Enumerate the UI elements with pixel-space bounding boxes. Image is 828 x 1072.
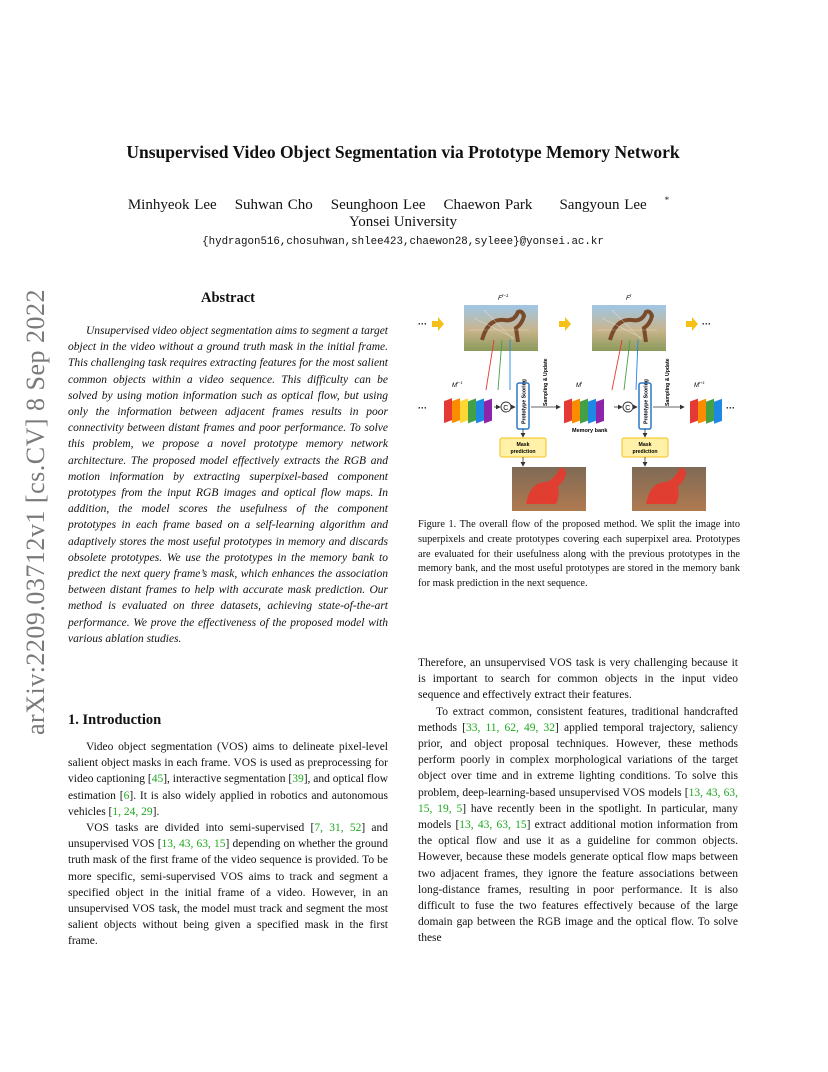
memory-bank-label: Memory bank [572,428,608,434]
prototype-stack-prev [444,398,492,423]
svg-text:Mask: Mask [516,442,530,448]
author-list [0,195,806,214]
svg-text:C: C [503,404,509,412]
svg-text:Prototype Scoring: Prototype Scoring [521,379,528,424]
input-frame-prev [464,305,538,351]
mask-prediction-block [500,438,546,457]
output-mask-image [512,467,586,511]
citation-link[interactable]: 13, 43, 63, 15 [161,838,226,851]
author-name: Minhyeok Lee [127,197,217,213]
intro-paragraph-1: Video object segmentation (VOS) aims to delineate pixel-level salient object masks in each frame. VOS is used as preprocessing for video captioning [45], interactive segmentation [39], and optical flow estimation [6]. It is also widely applied in robotics and autonomous vehicles [1, 24, 29]. [68,741,389,818]
ellipsis-left: ··· [418,319,427,329]
intro-paragraph-2: VOS tasks are divided into semi-supervised [7, 31, 52] and unsupervised VOS [13, 43, 63, 15] depending on whether the ground truth mask of the first frame of the video sequence is provided. To be more specific, semi-supervised VOS aims to track and segment a specified object in the initial frame of a video. However, in an unsupervised VOS task, the model must track and segment the most salient objects without being given a specified mask in the first frame. [68,822,389,948]
memory-label-next: $M^{t+1}$ [694,380,705,389]
right-column-body [418,655,738,947]
intro-paragraph-4: To extract common, consistent features, traditional handcrafted methods [33, 11, 62, 49, 32] applied temporal trajectory, saliency prior, and object proposal techniques. However, these methods perform poorly in complex morphological variations of the target object over time and in extreme lighting conditions. To solve this problem, deep-learning-based unsupervised VOS models [13, 43, 63, 15, 19, 5] have recently been in the spotlight. In particular, many models [13, 43, 63, 15] extract additional motion information from the optical flow and use it as a guideline for common objects. However, because these models generate optical flow maps between two adjacent frames, they ignore the feature associations between long-distance frames, resulting in poor performance. It is also difficult to fuse the two features effectively because of the large domain gap between the RGB image and the optical flow. To solve these [418,705,738,945]
ellipsis-right: ··· [702,319,711,329]
corresponding-author-mark: * [664,195,670,205]
mask-prediction-block [622,438,668,457]
intro-paragraph-3: Therefore, an unsupervised VOS task is very challenging because it is important to search for common objects in the input video sequence and effectively extract their features. [418,657,738,702]
citation-link[interactable]: 6 [123,789,130,802]
svg-text:C: C [625,404,631,412]
svg-text:Mask: Mask [638,442,652,448]
sampling-update-label [531,358,560,407]
author-name: Seunghoon Lee [330,197,426,213]
output-mask-image [632,467,706,511]
citation-link[interactable]: 13, 43, 63, 15, 19, 5 [418,786,738,815]
arxiv-identifier: arXiv:2209.03712v1 [cs.CV] 8 Sep 2022 [21,288,50,735]
prototype-scoring-block [639,379,651,429]
memory-label-prev: $M^{t-1}$ [452,380,463,389]
citation-link[interactable]: 45 [151,773,164,786]
ellipsis-memory-left: ··· [418,403,427,413]
prototype-stack-next [690,399,722,424]
author-name: Sangyoun Lee * [559,195,670,213]
concat-node [614,402,637,412]
author-name: Chaewon Park [443,197,533,213]
svg-text:Sampling & Update: Sampling & Update [543,358,549,406]
prototype-stack-current [564,398,604,423]
figure-1-caption: Figure 1. The overall flow of the proposed method. We split the image into superpixels and create prototypes covering each superpixel area. Prototypes are evaluated for their usefulness along with the previous prototypes in the memory bank, and the most useful prototypes are stored in the memory bank for mask prediction in the next sequence. [418,519,740,590]
memory-label-current: $M^t$ [576,380,583,389]
author-name: Suhwan Cho [234,197,313,213]
sampling-update-label [653,358,684,407]
concat-node [494,402,515,412]
affiliation: Yonsei University [348,214,458,230]
citation-link[interactable]: 7, 31, 52 [314,822,362,835]
paper-title: Unsupervised Video Object Segmentation via Prototype Memory Network [126,142,680,162]
section-heading-introduction: 1. Introduction [68,712,162,728]
svg-text:prediction: prediction [632,449,658,455]
svg-text:Prototype Scoring: Prototype Scoring [643,379,650,424]
ellipsis-memory-right: ··· [726,403,735,413]
frame-label-prev: $F^{t-1}$ [498,293,509,302]
author-emails: {hydragon516,chosuhwan,shlee423,chaewon28,syleee}@yonsei.ac.kr [202,236,604,248]
figure-1-diagram [414,290,744,515]
citation-link[interactable]: 13, 43, 63, 15 [459,819,527,832]
citation-link[interactable]: 39 [292,773,304,786]
input-frame-current [592,305,666,351]
frame-label-current: $F^t$ [626,293,632,302]
left-column-body [68,739,388,950]
abstract-text: Unsupervised video object segmentation aims to segment a target object in the video without a ground truth mask in the initial frame. This challenging task requires extracting features for the most salient common objects within a video sequence. This difficulty can be solved by using motion information such as optical flow, but using only the information between adjacent frames results in poor connectivity between distant frames and poor performance. To solve this problem, we propose a novel prototype memory network architecture. The proposed model effectively extracts the RGB and motion information by extracting superpixel-based component prototypes from the input RGB images and optical flow maps. In addition, the model scores the usefulness of the component prototypes in each frame based on a self-learning algorithm and adaptively stores the most useful prototypes in memory and discards obsolete prototypes. We use the prototypes in the memory bank to predict the next query frame’s mask, which enhances the association between distant frames to help with accurate mask prediction. Our method is evaluated on three datasets, achieving state-of-the-art performance. We prove the effectiveness of the proposed model with various ablation studies. [68,325,388,645]
svg-text:prediction: prediction [510,449,536,455]
citation-link[interactable]: 1, 24, 29 [112,805,153,818]
citation-link[interactable]: 33, 11, 62, 49, 32 [465,721,556,734]
abstract-heading: Abstract [201,290,255,306]
prototype-scoring-block [517,379,529,429]
svg-text:Sampling & Update: Sampling & Update [665,358,671,406]
